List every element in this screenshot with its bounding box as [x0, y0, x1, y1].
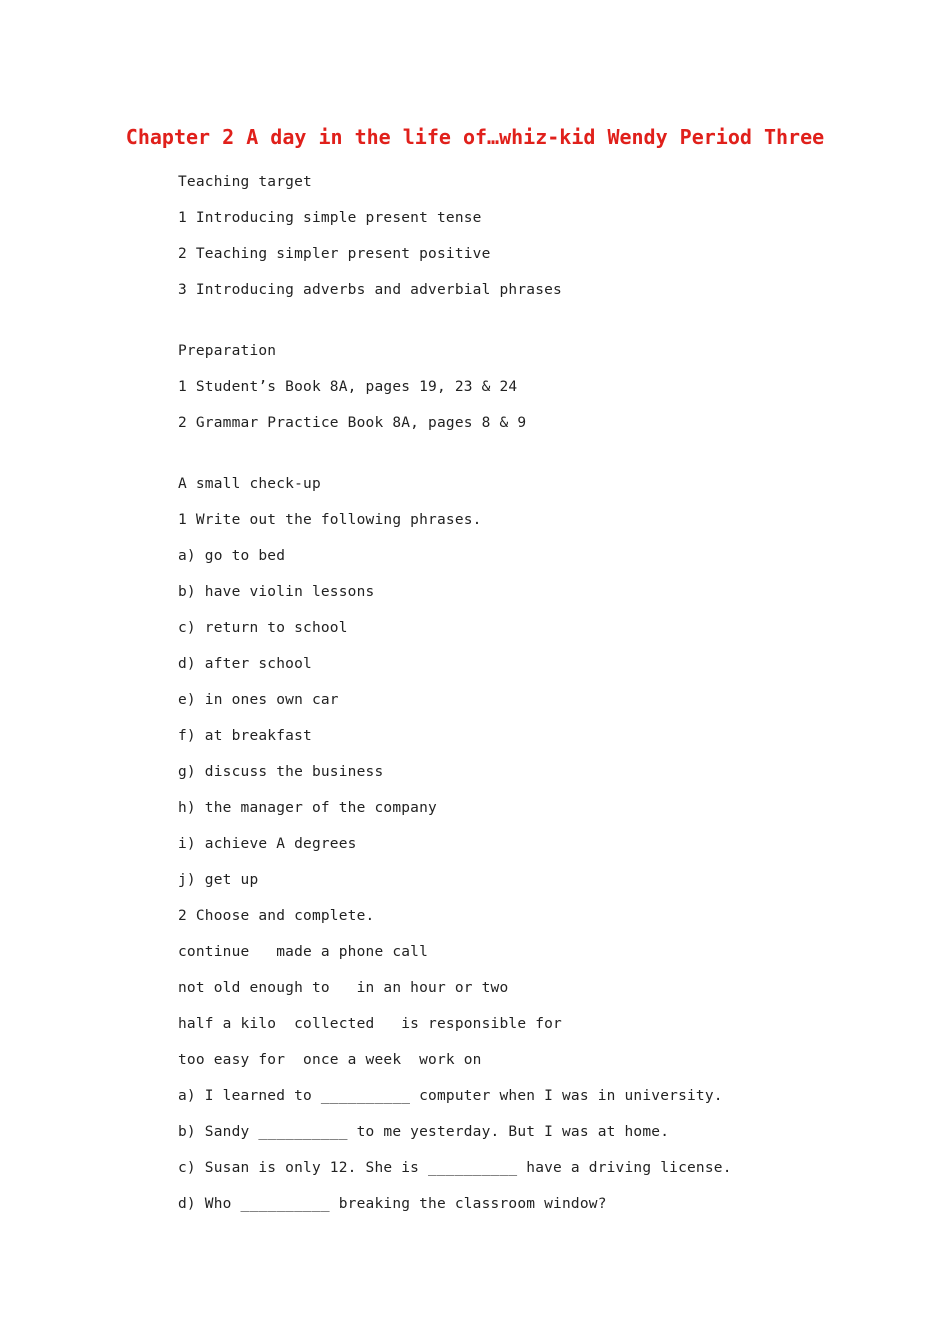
list-item: 2 Teaching simpler present positive: [178, 246, 491, 262]
phrase-item: i) achieve A degrees: [178, 836, 357, 852]
phrase-item: h) the manager of the company: [178, 800, 437, 816]
section-heading: Teaching target: [178, 174, 312, 190]
section-heading: A small check-up: [178, 476, 321, 492]
word-bank-row: not old enough to in an hour or two: [178, 980, 509, 996]
spacer: [178, 308, 878, 333]
phrase-item: e) in ones own car: [178, 692, 339, 708]
phrase-item: g) discuss the business: [178, 764, 384, 780]
list-item: 2 Grammar Practice Book 8A, pages 8 & 9: [178, 415, 527, 431]
exercise-instruction: 1 Write out the following phrases.: [178, 512, 482, 528]
phrase-item: f) at breakfast: [178, 728, 312, 744]
fill-in-sentence: d) Who __________ breaking the classroom window?: [178, 1196, 607, 1212]
word-bank-row: too easy for once a week work on: [178, 1052, 482, 1068]
word-bank-row: continue made a phone call: [178, 944, 429, 960]
list-item: 3 Introducing adverbs and adverbial phrases: [178, 282, 562, 298]
word-bank-row: half a kilo collected is responsible for: [178, 1016, 562, 1032]
document-body: [178, 164, 878, 1222]
phrase-item: d) after school: [178, 656, 312, 672]
phrase-item: c) return to school: [178, 620, 348, 636]
teaching-target-section: [178, 164, 878, 308]
phrase-item: a) go to bed: [178, 548, 286, 564]
exercise-1: [178, 502, 878, 898]
exercise-instruction: 2 Choose and complete.: [178, 908, 375, 924]
fill-in-sentence: a) I learned to __________ computer when I was in university.: [178, 1088, 723, 1104]
page-title: Chapter 2 A day in the life of…whiz-kid Wendy Period Three: [125, 125, 825, 149]
list-item: 1 Student’s Book 8A, pages 19, 23 & 24: [178, 379, 518, 395]
exercise-2: [178, 898, 878, 1222]
list-item: 1 Introducing simple present tense: [178, 210, 482, 226]
preparation-section: [178, 333, 878, 441]
phrase-item: j) get up: [178, 872, 259, 888]
fill-in-sentence: c) Susan is only 12. She is __________ have a driving license.: [178, 1160, 732, 1176]
spacer: [178, 441, 878, 466]
fill-in-sentence: b) Sandy __________ to me yesterday. But I was at home.: [178, 1124, 670, 1140]
section-heading: Preparation: [178, 343, 277, 359]
check-up-section: [178, 466, 878, 1222]
phrase-item: b) have violin lessons: [178, 584, 375, 600]
